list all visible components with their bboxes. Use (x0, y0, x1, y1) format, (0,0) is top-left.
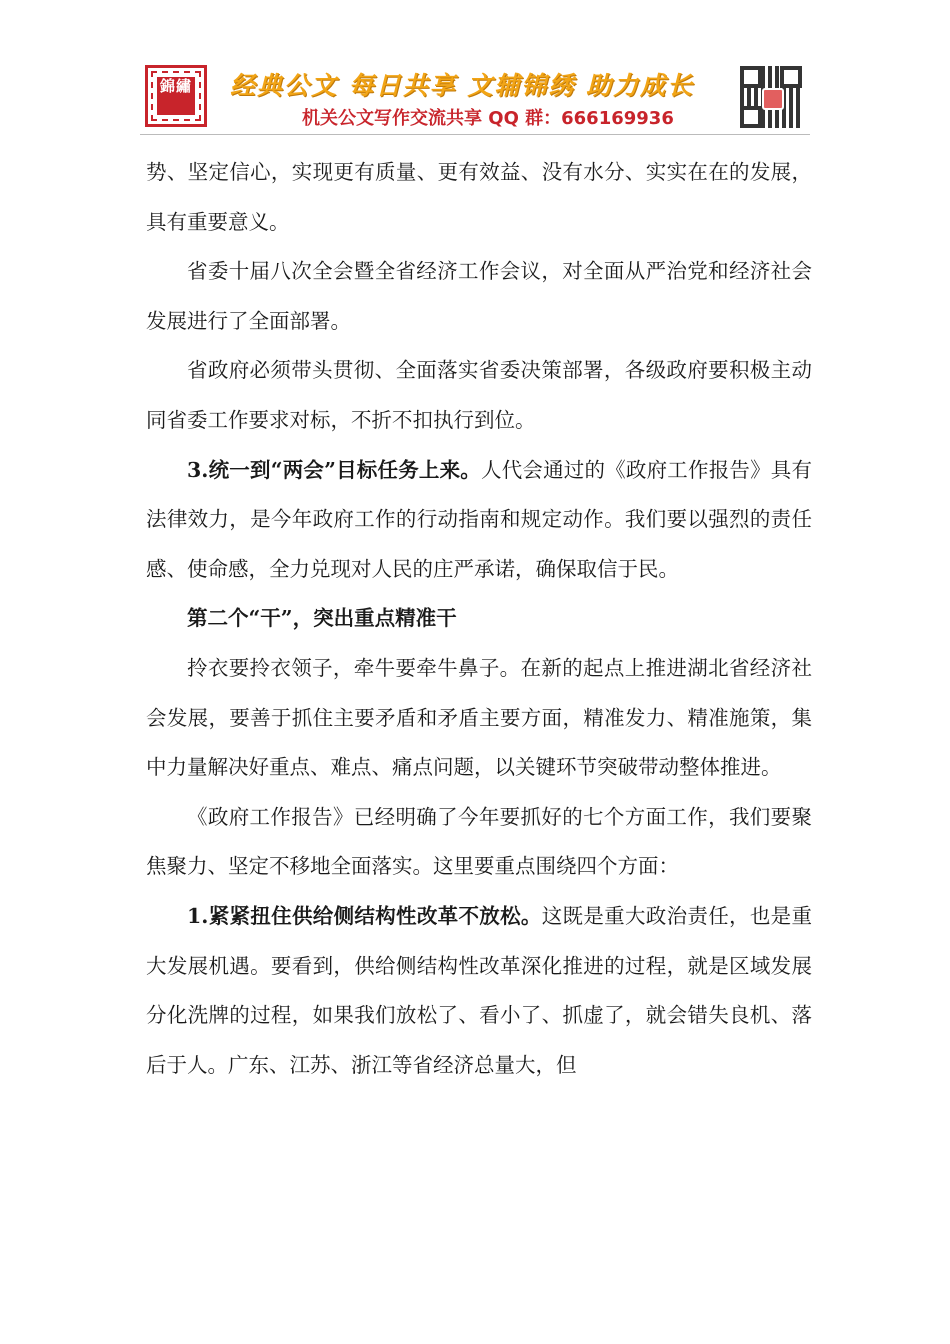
header-divider (140, 134, 810, 135)
paragraph-6: 拎衣要拎衣领子，牵牛要牵牛鼻子。在新的起点上推进湖北省经济社会发展，要善于抓住主要矛盾和矛盾主要方面，精准发力、精准施策，集中力量解决好重点、难点、痛点问题，以关键环节突破带动整体推进。 (146, 655, 812, 780)
paragraph-8: 1.紧紧扭住供给侧结构性改革不放松。这既是重大政治责任，也是重大发展机遇。要看到，供给侧结构性改革深化推进的过程，就是区域发展分化洗牌的过程，如果我们放松了、看小了、抓虚了，就会错失良机、落后于人。广东、江苏、浙江等省经济总量大，但 (146, 903, 812, 1077)
section-heading: 3.统一到“两会”目标任务上来。 (187, 457, 481, 482)
section-heading: 第二个“干”，突出重点精准干 (187, 606, 457, 631)
paragraph-3: 省政府必须带头贯彻、全面落实省委决策部署，各级政府要积极主动同省委工作要求对标，不折不扣执行到位。 (146, 358, 812, 432)
brand-seal-logo (145, 65, 207, 127)
section-heading: 1.紧紧扭住供给侧结构性改革不放松。 (187, 903, 542, 928)
header-slogan: 经典公文 每日共享 文辅锦绣 助力成长 (230, 71, 695, 100)
paragraph-2: 省委十届八次全会暨全省经济工作会议，对全面从严治党和经济社会发展进行了全面部署。 (146, 259, 812, 333)
paragraph-1: 势、坚定信心，实现更有质量、更有效益、没有水分、实实在在的发展，具有重要意义。 (146, 160, 812, 234)
paragraph-4: 3.统一到“两会”目标任务上来。人代会通过的《政府工作报告》具有法律效力，是今年政府工作的行动指南和规定动作。我们要以强烈的责任感、使命感，全力兑现对人民的庄严承诺，确保取信于民。 (146, 457, 813, 581)
seal-text: 錦繡 (157, 77, 195, 115)
qq-group-info: 机关公文写作交流共享 QQ 群：666169936 (302, 108, 674, 129)
qr-code-icon (740, 66, 802, 128)
document-header (140, 62, 810, 134)
document-body (146, 148, 812, 1090)
paragraph-7: 《政府工作报告》已经明确了今年要抓好的七个方面工作，我们要聚焦聚力、坚定不移地全面落实。这里要重点围绕四个方面： (146, 804, 812, 879)
paragraph-5 (146, 594, 812, 644)
